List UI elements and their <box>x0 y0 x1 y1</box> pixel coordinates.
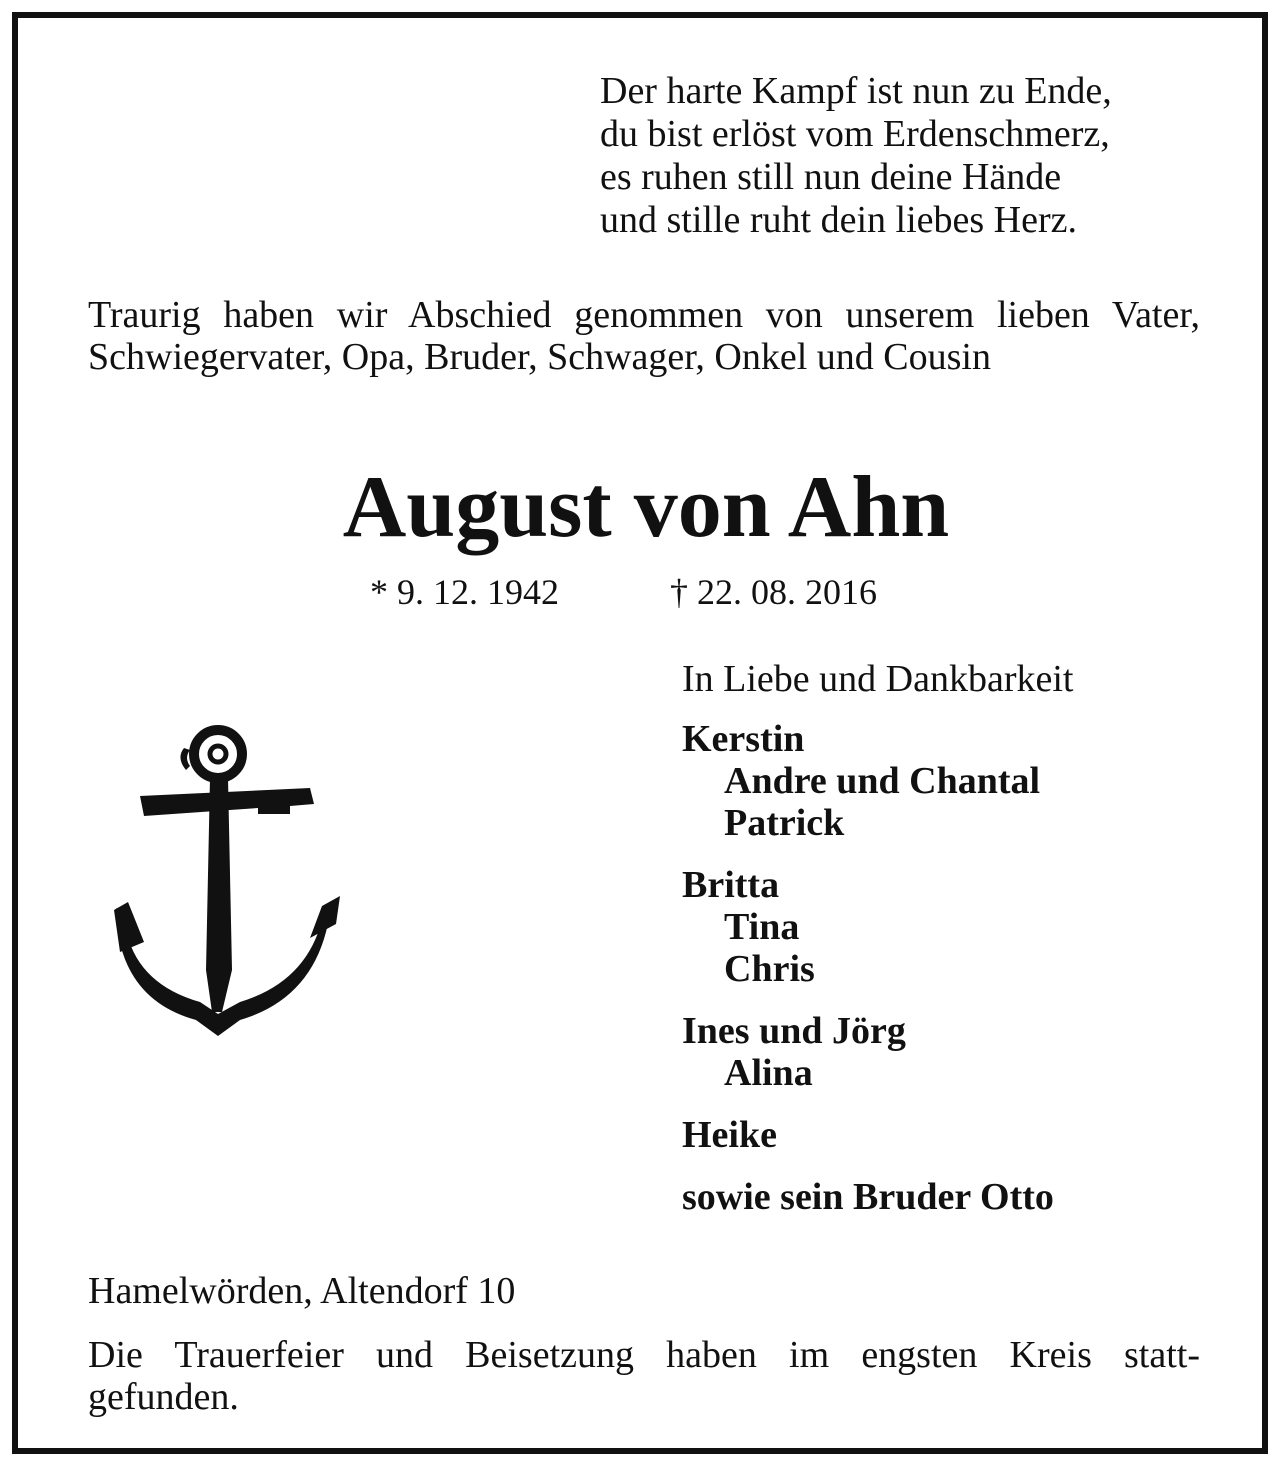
intro-text: Traurig haben wir Abschied genommen von unserem lieben Vater, Schwiegervater, Opa, Bruder, Schwager, Onkel und Cousin <box>88 294 1200 378</box>
family-group <box>682 864 1054 990</box>
funeral-note-line: gefunden. <box>88 1376 239 1418</box>
anchor-icon <box>110 720 350 1040</box>
family-group <box>682 718 1054 844</box>
poem-line: Der harte Kampf ist nun zu Ende, <box>600 70 1112 112</box>
family-member: Patrick <box>724 802 845 844</box>
family-group <box>682 1114 1054 1156</box>
poem <box>600 70 1112 242</box>
funeral-note <box>88 1334 1200 1418</box>
family-head: Heike <box>682 1114 777 1156</box>
family-group <box>682 1176 1054 1218</box>
thanks-line: In Liebe und Dankbarkeit <box>682 658 1074 700</box>
family-member: Tina <box>724 906 800 948</box>
family-head: Britta <box>682 864 780 906</box>
address: Hamelwörden, Altendorf 10 <box>88 1270 516 1312</box>
death-date: † 22. 08. 2016 <box>670 572 877 612</box>
family-head: Ines und Jörg <box>682 1010 906 1052</box>
poem-line: und stille ruht dein liebes Herz. <box>600 199 1077 241</box>
family-head: sowie sein Bruder Otto <box>682 1176 1054 1218</box>
obituary-frame <box>12 12 1268 1454</box>
family-group <box>682 1010 1054 1094</box>
funeral-note-line: Die Trauerfeier und Beisetzung haben im engsten Kreis statt- <box>88 1334 1200 1376</box>
deceased-name: August von Ahn <box>342 459 950 556</box>
poem-line: es ruhen still nun deine Hände <box>600 156 1062 198</box>
poem-line: du bist erlöst vom Erdenschmerz, <box>600 113 1110 155</box>
family-member: Chris <box>724 948 815 990</box>
family-list <box>682 718 1054 1238</box>
family-member: Alina <box>724 1052 813 1094</box>
family-head: Kerstin <box>682 718 805 760</box>
birth-date: * 9. 12. 1942 <box>370 572 559 612</box>
family-member: Andre und Chantal <box>724 760 1041 802</box>
